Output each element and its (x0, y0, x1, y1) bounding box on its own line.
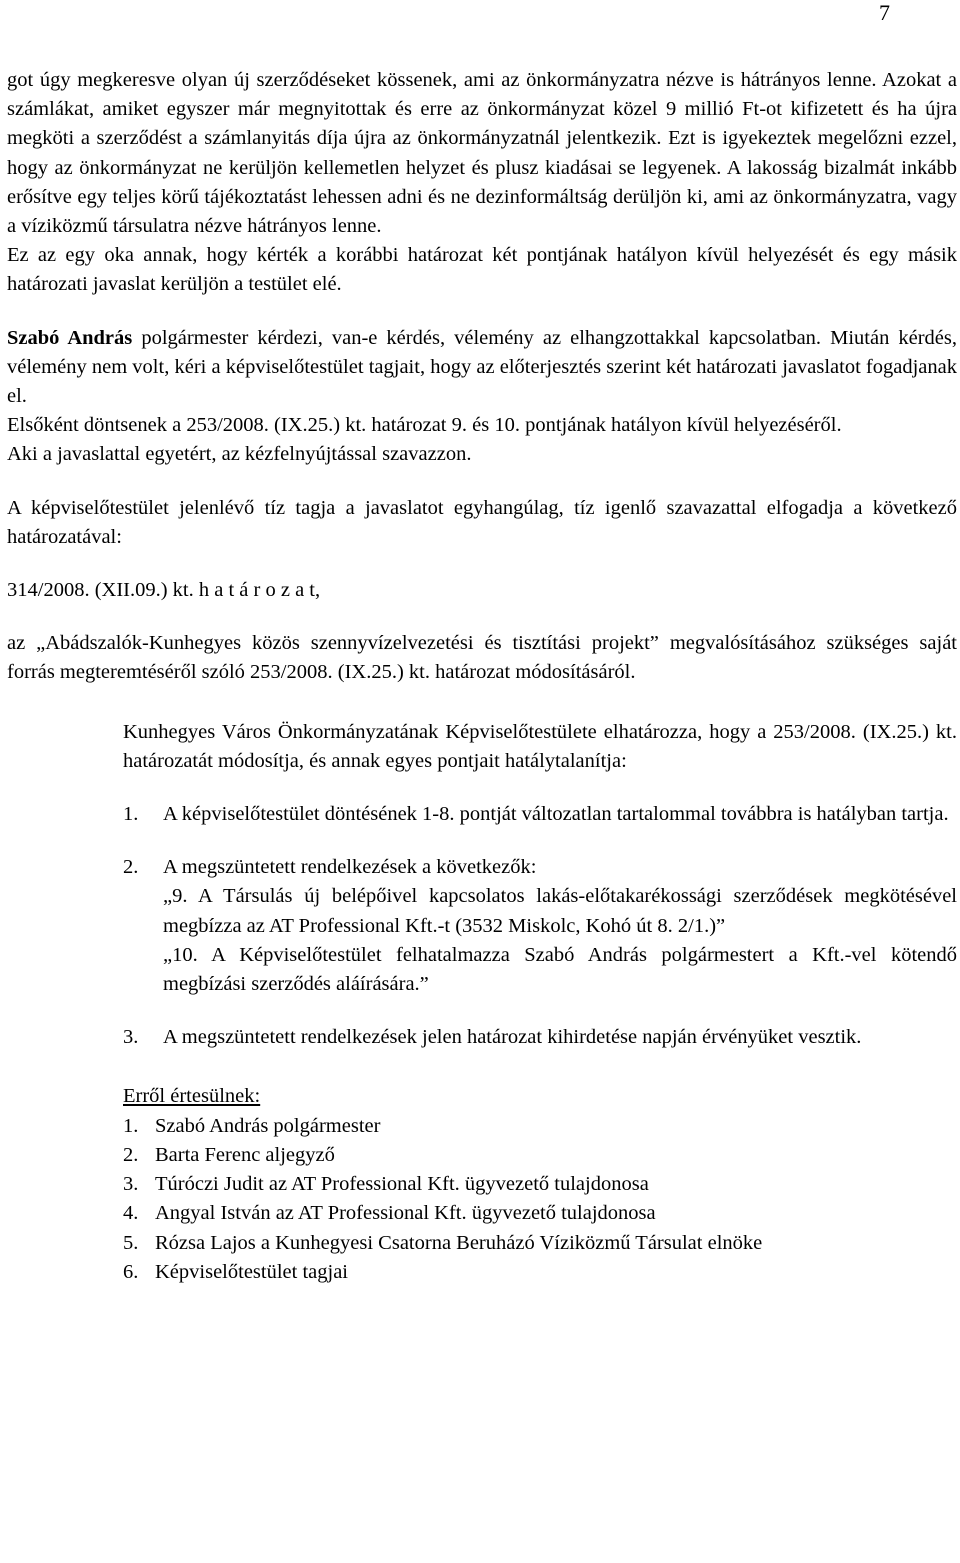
item-text: A megszüntetett rendelkezések jelen határozat kihirdetése napján érvényüket vesztik. (163, 1026, 862, 1049)
quote-point-10: „10. A Képviselőtestület felhatalmazza Szabó András polgármestert a Kft.-vel kötendő megbízási szerződés aláírására.” (163, 943, 957, 996)
paragraph-first-vote: Elsőként döntsenek a 253/2008. (IX.25.) kt. határozat 9. és 10. pontjának hatályon kívül helyezéséről. (7, 414, 842, 437)
list-item: 6. Képviselőtestület tagjai (123, 1260, 348, 1283)
resolution-subject: az „Abádszalók-Kunhegyes közös szennyvízelvezetési és tisztítási projekt” megvalósításához szükséges saját forrás megteremtéséről szóló 253/2008. (IX.25.) kt. határozat módosításáról. (7, 632, 957, 684)
resolution-title (7, 576, 957, 605)
list-item: 4. Angyal István az AT Professional Kft. ügyvezető tulajdonosa (123, 1202, 656, 1225)
item-number: 3. (123, 1026, 139, 1049)
paragraph-context: got úgy megkeresve olyan új szerződéseket kössenek, ami az önkormányzatra nézve is hátrányos lenne. Azokat a számlákat, amiket egyszer már megnyitottak és erre az önkormányzat közel 9 millió Ft-ot kifizetett és ha újra megköti a szerződést a számlanyitás díja újra az önkormányzatnál jelentkezik. Ezt is igyekeztek megelőzni ezzel, hogy az önkormányzat ne kerüljön kellemetlen helyzet és plusz kiadásai se legyenek. A lakosság bizalmát inkább erősítve egy teljes körű tájékoztatást lehessen adni és ne dezinformáltság derüljön ki, ami az önkormányzatra, vagy a víziközmű társulatra nézve hátrányos lenne. (7, 69, 957, 238)
item-number: 2. (123, 856, 139, 879)
list-item: 1. Szabó András polgármester (123, 1114, 381, 1137)
paragraph-reason: Ez az egy oka annak, hogy kérték a korábbi határozat két pontjának hatályon kívül helyezését és egy másik határozati javaslat kerüljön a testület elé. (7, 244, 957, 296)
paragraph-vote-call: Aki a javaslattal egyetért, az kézfelnyújtással szavazzon. (7, 443, 472, 466)
resolution-number: 314/2008. (XII.09.) kt. (7, 579, 194, 602)
decision-intro: Kunhegyes Város Önkormányzatának Képviselőtestülete elhatározza, hogy a 253/2008. (IX.25.) kt. határozatát módosítja, és annak egyes pontjait hatálytalanítja: (123, 720, 957, 772)
notify-heading: Erről értesülnek: (123, 1085, 261, 1108)
speaker-text: polgármester kérdezi, van-e kérdés, vélemény az elhangzottakkal kapcsolatban. Miután kérdés, vélemény nem volt, kéri a képviselőtestület tagjait, hogy az előterjesztés szerint két határozati javaslatot fogadjanak el. (7, 326, 957, 408)
item-text: A megszüntetett rendelkezések a következők: (163, 856, 537, 879)
list-item (123, 800, 957, 829)
item-text: A képviselőtestület döntésének 1-8. pontját változatlan tartalommal továbbra is hatályban tartja. (163, 803, 949, 826)
item-number: 1. (123, 803, 139, 826)
resolution-word: h a t á r o z a t, (198, 579, 321, 602)
page-number: 7 (879, 0, 890, 25)
decision-block (7, 718, 957, 776)
paragraph-mayor-question (7, 324, 957, 412)
list-item (123, 853, 957, 999)
decision-items (7, 800, 957, 1052)
list-item: 5. Rózsa Lajos a Kunhegyesi Csatorna Beruházó Víziközmű Társulat elnöke (123, 1231, 763, 1254)
list-item: 3. Túróczi Judit az AT Professional Kft. ügyvezető tulajdonosa (123, 1173, 649, 1196)
paragraph-vote-result: A képviselőtestület jelenlévő tíz tagja a javaslatot egyhangúlag, tíz igenlő szavazattal elfogadja a következő határozatával: (7, 496, 957, 548)
document-body (7, 66, 957, 1287)
speaker-name: Szabó András (7, 326, 133, 349)
list-item: 2. Barta Ferenc aljegyző (123, 1143, 335, 1166)
notification-list (7, 1082, 957, 1286)
quote-point-9: „9. A Társulás új belépőivel kapcsolatos lakás-előtakarékossági szerződések megkötésével megbízza az AT Professional Kft.-t (3532 Miskolc, Kohó út 8. 2/1.)” (163, 885, 957, 937)
list-item (123, 1023, 957, 1052)
